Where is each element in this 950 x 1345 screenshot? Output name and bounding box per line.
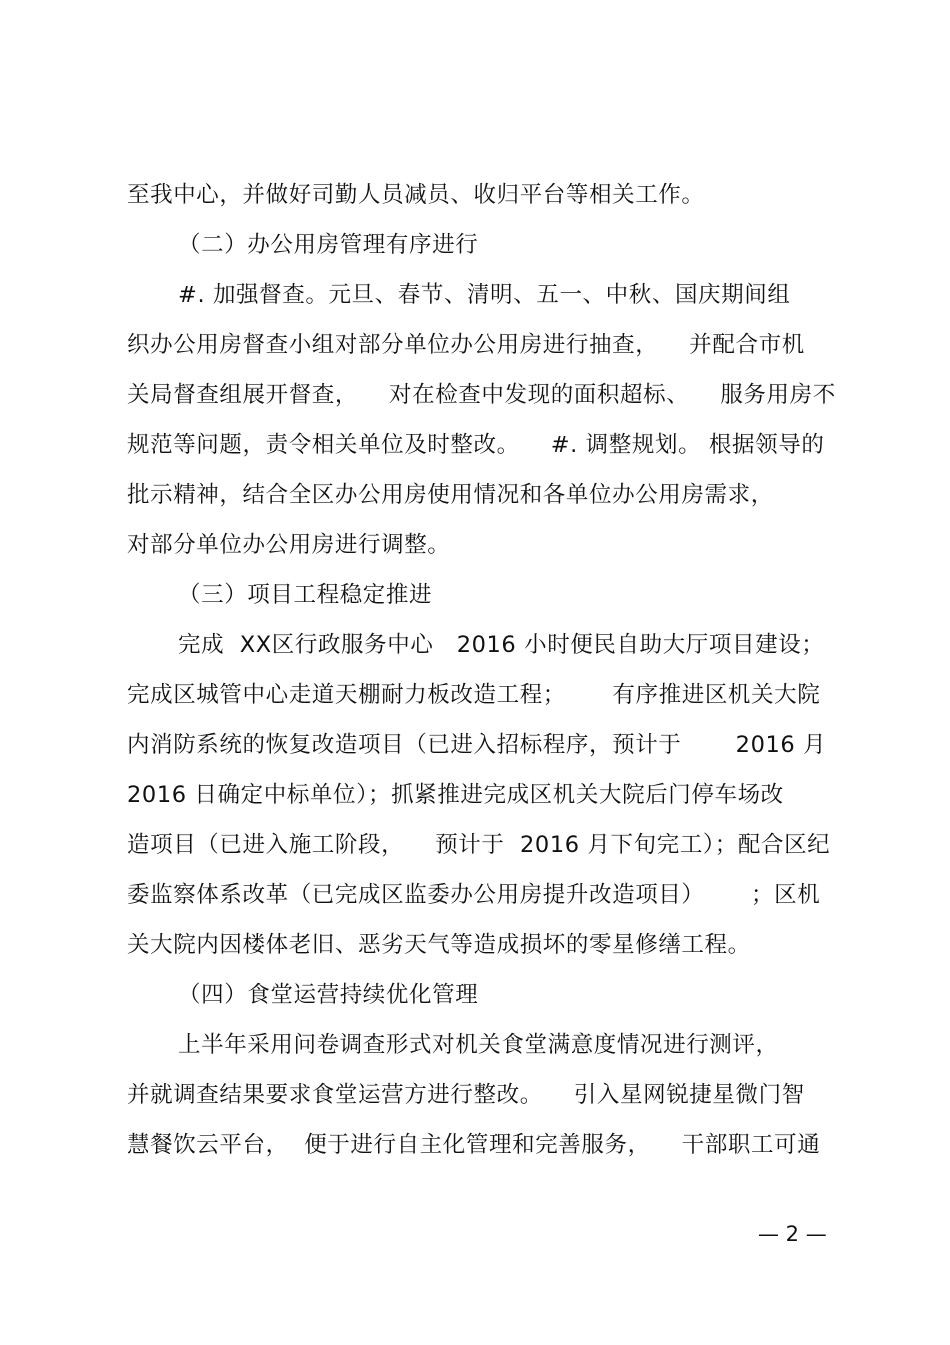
- body-line: 批示精神，结合全区办公用房使用情况和各单位办公用房需求，: [127, 482, 774, 508]
- section-heading: （三）项目工程稳定推进: [178, 582, 433, 608]
- body-line: 完成 XX区行政服务中心 2016 小时便民自助大厅项目建设；: [178, 632, 825, 658]
- body-line: 关局督查组展开督查， 对在检查中发现的面积超标、 服务用房不: [127, 382, 836, 408]
- body-line: 造项目（已进入施工阶段， 预计于 2016 月下旬完工）；配合区纪: [127, 832, 831, 858]
- body-line: 并就调查结果要求食堂运营方进行整改。 引入星网锐捷星微门智: [127, 1082, 805, 1108]
- body-line: 内消防系统的恢复改造项目（已进入招标程序，预计于 2016 月: [127, 732, 827, 758]
- body-line: 织办公用房督查小组对部分单位办公用房进行抽查， 并配合市机: [127, 332, 805, 358]
- body-line: 上半年采用问卷调查形式对机关食堂满意度情况进行测评，: [178, 1032, 779, 1058]
- body-line: #. 加强督查。元旦、春节、清明、五一、中秋、国庆期间组: [178, 282, 791, 308]
- section-heading: （二）办公用房管理有序进行: [178, 232, 479, 258]
- body-line: 委监察体系改革（已完成区监委办公用房提升改造项目） ；区机: [127, 882, 821, 908]
- section-heading: （四）食堂运营持续优化管理: [178, 982, 479, 1008]
- body-line: 对部分单位办公用房进行调整。: [127, 532, 451, 558]
- body-line: 慧餐饮云平台， 便于进行自主化管理和完善服务， 干部职工可通: [127, 1132, 821, 1158]
- body-line: 至我中心，并做好司勤人员减员、收归平台等相关工作。: [127, 182, 705, 208]
- body-line: 2016 日确定中标单位）；抓紧推进完成区机关大院后门停车场改: [127, 782, 784, 808]
- body-line: 关大院内因楼体老旧、恶劣天气等造成损坏的零星修缮工程。: [127, 932, 751, 958]
- body-line: 完成区城管中心走道天棚耐力板改造工程； 有序推进区机关大院: [127, 682, 821, 708]
- body-line: 规范等问题，责令相关单位及时整改。 #. 调整规划。 根据领导的: [127, 432, 825, 458]
- page-number: — 2 —: [758, 1222, 827, 1246]
